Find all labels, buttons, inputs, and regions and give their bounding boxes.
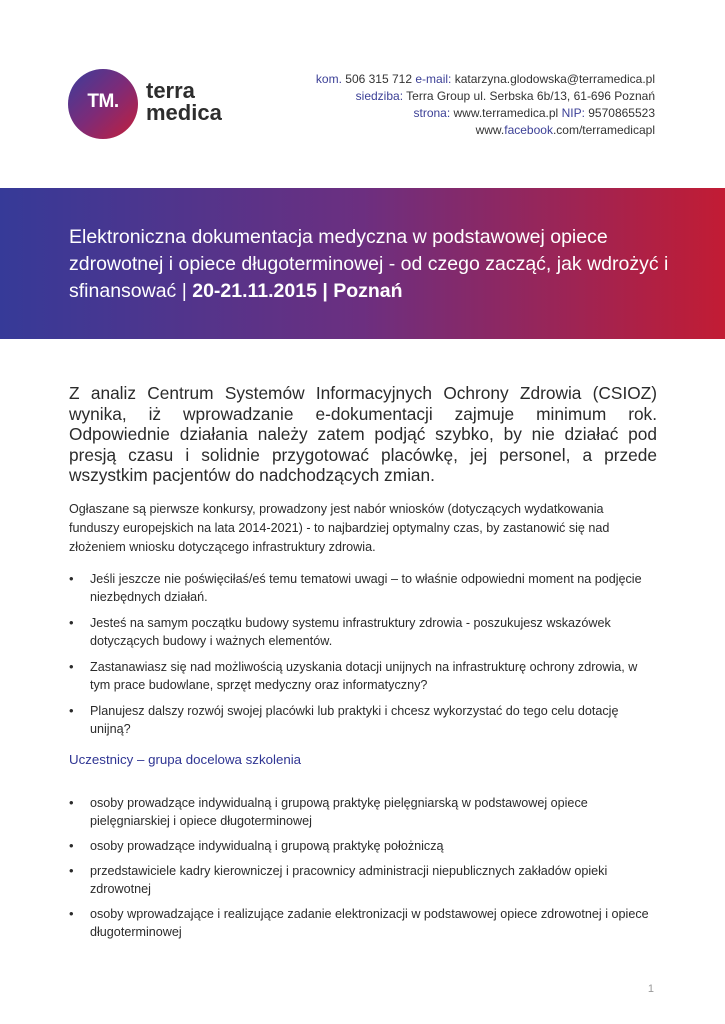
bullet-icon: • — [69, 906, 74, 921]
list-item — [69, 570, 657, 606]
email-label: e-mail: — [415, 72, 452, 86]
intro-paragraph: Ogłaszane są pierwsze konkursy, prowadzony jest nabór wniosków (dotyczących wydatkowania funduszy europejskich na lata 2014-2021) - to najbardziej optymalny czas, by zastanowić się nad złożeniem wniosku dotyczącego infrastruktury zdrowia. — [69, 502, 610, 554]
nip-value: 9570865523 — [588, 106, 655, 120]
contact-line-facebook[interactable] — [316, 122, 655, 139]
list-item-text: osoby prowadzące indywidualną i grupową praktykę pielęgniarską w podstawowej opiece pielęgniarskiej i opiece długoterminowej — [90, 796, 588, 828]
email-link[interactable]: katarzyna.glodowska@terramedica.pl — [454, 72, 655, 86]
list-item — [69, 837, 657, 855]
terra-medica-logo — [68, 69, 238, 139]
list-item — [69, 702, 657, 738]
questions-list — [69, 570, 657, 746]
phone-value: 506 315 712 — [345, 72, 413, 86]
logo-line-2: medica — [146, 100, 222, 125]
facebook-prefix: www. — [475, 123, 505, 137]
phone-label: kom. — [315, 72, 342, 86]
contact-block — [316, 71, 655, 139]
logo-circle-icon — [68, 69, 138, 139]
address-value: Terra Group ul. Serbska 6b/13, 61-696 Poznań — [406, 89, 655, 103]
facebook-suffix: .com/terramedicapl — [552, 123, 655, 137]
list-item-text: Planujesz dalszy rozwój swojej placówki lub praktyki i chcesz wykorzystać do tego celu dotację unijną? — [90, 704, 619, 736]
contact-line-web-nip — [316, 105, 655, 122]
section-heading-participants: Uczestnicy – grupa docelowa szkolenia — [69, 752, 302, 767]
list-item-text: przedstawiciele kadry kierowniczej i pracownicy administracji niepublicznych zakładów opieki zdrowotnej — [90, 864, 608, 896]
lead-paragraph: Z analiz Centrum Systemów Informacyjnych Ochrony Zdrowia (CSIOZ) wynika, iż wprowadzanie e-dokumentacji zajmuje minimum rok. Odpowiednie działania należy zatem podjąć szybko, by nie działać pod presją czasu i solidnie przygotować placówkę, jej personel, a przede wszystkim pacjentów do nadchodzących zmian. — [69, 383, 657, 485]
list-item — [69, 614, 657, 650]
website-label: strona: — [413, 106, 451, 120]
list-item-text: Jesteś na samym początku budowy systemu infrastruktury zdrowia - poszukujesz wskazówek dotyczących budowy i ważnych elementów. — [90, 616, 611, 648]
website-link[interactable]: www.terramedica.pl — [453, 106, 559, 120]
bullet-icon: • — [69, 615, 74, 630]
facebook-word: facebook — [504, 123, 553, 137]
nip-label: NIP: — [561, 106, 585, 120]
bullet-icon: • — [69, 703, 74, 718]
bullet-icon: • — [69, 659, 74, 674]
page-number: 1 — [647, 983, 654, 995]
logo-wordmark — [146, 80, 222, 124]
logo-mark: TM. — [87, 91, 119, 112]
title-date-location: 20-21.11.2015 | Poznań — [192, 280, 403, 302]
list-item — [69, 905, 657, 941]
list-item-text: Zastanawiasz się nad możliwością uzyskania dotacji unijnych na infrastrukturę ochrony zdrowia, w tym prace budowlane, sprzęt medyczny oraz informatyczny? — [90, 660, 638, 692]
address-label: siedziba: — [355, 89, 404, 103]
title-main: Elektroniczna dokumentacja medyczna w podstawowej opiece zdrowotnej i opiece długoterminowej - od czego zacząć, jak wdrożyć i sfinansować | — [69, 226, 669, 302]
contact-line-address — [316, 88, 655, 105]
list-item — [69, 794, 657, 830]
bullet-icon: • — [69, 838, 74, 853]
document-title — [69, 224, 669, 305]
participants-list — [69, 794, 657, 948]
list-item-text: osoby prowadzące indywidualną i grupową praktykę położniczą — [90, 839, 444, 853]
list-item-text: Jeśli jeszcze nie poświęciłaś/eś temu tematowi uwagi – to właśnie odpowiedni moment na podjęcie niezbędnych działań. — [90, 572, 642, 604]
list-item — [69, 862, 657, 898]
bullet-icon: • — [69, 571, 74, 586]
logo-line-1: terra — [146, 78, 195, 103]
list-item-text: osoby wprowadzające i realizujące zadanie elektronizacji w podstawowej opiece zdrowotnej i opiece długoterminowej — [90, 907, 649, 939]
list-item — [69, 658, 657, 694]
bullet-icon: • — [69, 863, 74, 878]
bullet-icon: • — [69, 795, 74, 810]
contact-line-phone-email — [316, 71, 655, 88]
